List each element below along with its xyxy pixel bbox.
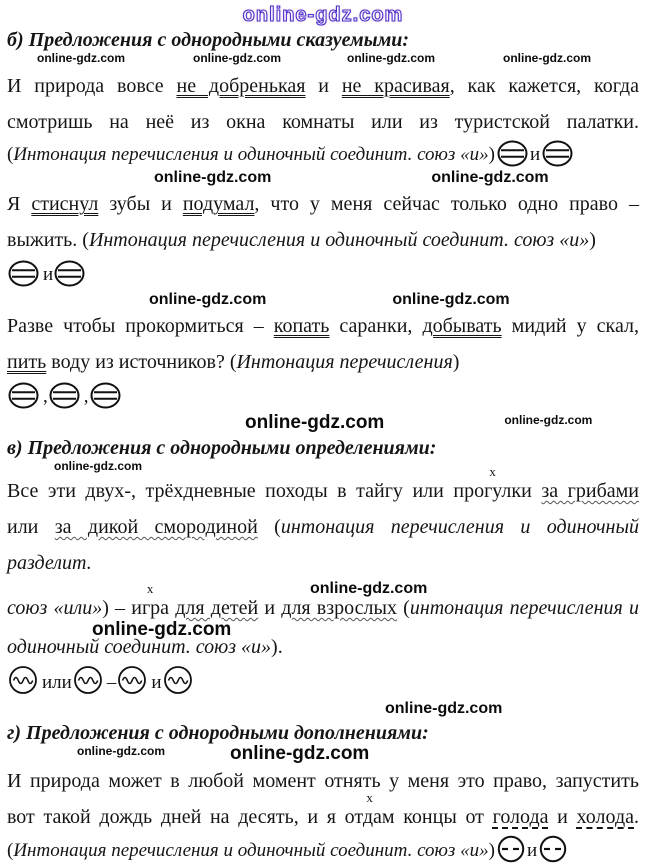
text-segment: и	[548, 806, 577, 828]
text-segment: И природа может в любой момент отнять у меня это право, запустить	[7, 770, 639, 792]
intonation-note-text: одиночный соединит. союз «и»	[7, 636, 272, 658]
text-segment: прогулки x	[453, 464, 532, 502]
watermark-row	[7, 292, 639, 308]
text-segment: )	[488, 144, 495, 165]
text-segment: и	[529, 144, 541, 165]
watermark: online-gdz.com	[37, 51, 125, 65]
intonation-note-text: Интонация перечисления и одиночный соединит. союз «и»	[13, 144, 489, 165]
predicate-underlined-text: пить	[7, 351, 47, 373]
text-segment: (	[396, 597, 410, 619]
text-segment: и	[258, 597, 282, 619]
text-line	[7, 186, 639, 222]
text-segment: и	[151, 672, 162, 693]
section-heading-g: г) Предложения с однородными дополнениями:	[7, 722, 429, 744]
predicate-circle-icon	[49, 382, 80, 409]
watermark-row	[7, 701, 639, 717]
attribute-circle-icon	[163, 665, 193, 695]
predicate-symbols-row	[7, 258, 639, 292]
section-heading-v: в) Предложения с однородными определениями:	[7, 437, 437, 459]
text-segment: Я	[7, 193, 32, 215]
intonation-note-text: Интонация перечисления и одиночный соединит. союз «и»	[88, 229, 590, 251]
text-segment: отдам x	[344, 790, 395, 828]
attribute-symbols-row	[7, 665, 639, 701]
predicate-circle-icon	[497, 140, 528, 167]
predicate-circle-icon	[8, 260, 39, 287]
text-segment: выжить. (	[7, 229, 89, 251]
text-segment	[532, 480, 542, 502]
watermark-row	[7, 619, 639, 640]
predicate-underlined-text: добывать	[422, 315, 502, 337]
text-line	[7, 308, 639, 344]
text-segment: мидий у скал,	[501, 315, 640, 337]
watermark-row	[7, 745, 639, 763]
watermark-row	[7, 52, 639, 68]
head-word-x-mark: x	[489, 464, 496, 479]
text-line	[7, 344, 639, 380]
text-segment: (	[257, 516, 281, 538]
watermark-row	[7, 414, 639, 432]
text-segment: зубы и	[98, 193, 183, 215]
text-segment: )	[488, 840, 495, 861]
watermark: online-gdz.com	[392, 291, 510, 308]
object-underlined-text: голода	[492, 806, 549, 828]
text-segment: саранки,	[329, 315, 423, 337]
head-word-x-mark: x	[146, 581, 154, 596]
text-segment: игра x	[131, 581, 170, 619]
text-segment: )	[452, 351, 460, 373]
attribute-underlined-text: для детей	[175, 597, 259, 619]
watermark: online-gdz.com	[245, 412, 385, 433]
watermark: online-gdz.com	[149, 291, 267, 308]
object-circle-icon	[497, 835, 525, 863]
text-segment: )	[589, 229, 596, 251]
text-segment: (	[7, 840, 14, 861]
attribute-underlined-text: за грибами	[541, 480, 640, 502]
text-segment: (	[7, 144, 14, 165]
text-segment: и	[43, 264, 54, 285]
watermark: online-gdz.com	[310, 580, 428, 597]
text-segment: ) –	[102, 597, 132, 619]
watermark: online-gdz.com	[92, 619, 232, 640]
text-line	[7, 509, 639, 581]
predicate-symbols-row	[7, 380, 639, 414]
predicate-circle-icon	[90, 382, 121, 409]
predicate-underlined-text: не добренькая	[176, 75, 306, 97]
watermark: online-gdz.com	[242, 4, 404, 26]
text-segment: и	[526, 840, 538, 861]
text-segment: Разве чтобы прокормиться –	[7, 315, 274, 337]
watermark: online-gdz.com	[431, 169, 549, 186]
watermark: online-gdz.com	[385, 700, 503, 717]
attribute-underlined-text: для взрослых	[281, 597, 397, 619]
watermark-row	[7, 460, 639, 473]
intonation-note-text: интонация перечисления и одиночный разделит.	[7, 516, 639, 574]
text-segment: смотришь на неё из окна комнаты или из туристской палатки.	[7, 111, 639, 133]
attribute-circle-icon	[8, 665, 38, 695]
text-segment: Все эти двух-, трёхдневные походы в тайгу или	[7, 480, 454, 502]
text-segment: концы от	[394, 806, 493, 828]
object-underlined-text: холода	[576, 806, 634, 828]
predicate-circle-icon	[542, 140, 573, 167]
intonation-note-text: интонация перечисления и	[409, 597, 639, 619]
text-line	[7, 763, 639, 799]
watermark: online-gdz.com	[503, 51, 591, 65]
watermark: online-gdz.com	[193, 51, 281, 65]
predicate-underlined-text: стиснул	[31, 193, 99, 215]
section-heading-b: б) Предложения с однородными сказуемыми:	[7, 29, 410, 51]
intonation-note-text: Интонация перечисления и одиночный соединит. союз «и»	[13, 840, 489, 861]
predicate-underlined-text: копать	[273, 315, 330, 337]
text-segment: ).	[271, 636, 283, 658]
text-segment: ,	[43, 386, 48, 407]
predicate-underlined-text: подумал	[182, 193, 255, 215]
head-word-x-mark: x	[366, 790, 373, 805]
text-segment: , как кажется, когда	[449, 75, 639, 97]
intonation-note-text: союз «или»	[7, 597, 103, 619]
predicate-circle-icon	[8, 382, 39, 409]
watermark: online-gdz.com	[154, 169, 272, 186]
text-line	[7, 222, 639, 258]
watermark: online-gdz.com	[54, 459, 142, 473]
text-segment: И природа вовсе	[7, 75, 177, 97]
intonation-line	[7, 835, 639, 865]
predicate-underlined-text: не красивая	[341, 75, 450, 97]
watermark-row	[7, 581, 639, 595]
text-segment: ,	[83, 386, 89, 407]
text-line	[7, 790, 639, 835]
text-segment: вот такой дождь дней на десять, и я	[7, 806, 345, 828]
text-segment: и	[305, 75, 342, 97]
text-line	[7, 68, 639, 104]
text-segment: –	[106, 672, 117, 693]
text-segment: или	[42, 672, 72, 693]
text-segment: или	[7, 516, 55, 538]
attribute-circle-icon	[117, 665, 147, 695]
text-line	[7, 635, 639, 659]
text-segment: воду из источников? (	[46, 351, 237, 373]
intonation-note-text: Интонация перечисления	[236, 351, 453, 373]
watermark: online-gdz.com	[230, 743, 370, 764]
text-segment: , что у меня сейчас только одно право –	[254, 193, 639, 215]
attribute-circle-icon	[73, 665, 103, 695]
object-circle-icon	[539, 835, 567, 863]
intonation-line	[7, 140, 639, 170]
predicate-circle-icon	[54, 260, 85, 287]
text-line	[7, 104, 639, 140]
watermark: online-gdz.com	[77, 744, 165, 758]
attribute-underlined-text: за дикой смородиной	[54, 516, 258, 538]
watermark: online-gdz.com	[504, 413, 593, 427]
watermark: online-gdz.com	[347, 51, 435, 65]
watermark-row	[7, 170, 639, 186]
text-segment: .	[634, 806, 639, 828]
